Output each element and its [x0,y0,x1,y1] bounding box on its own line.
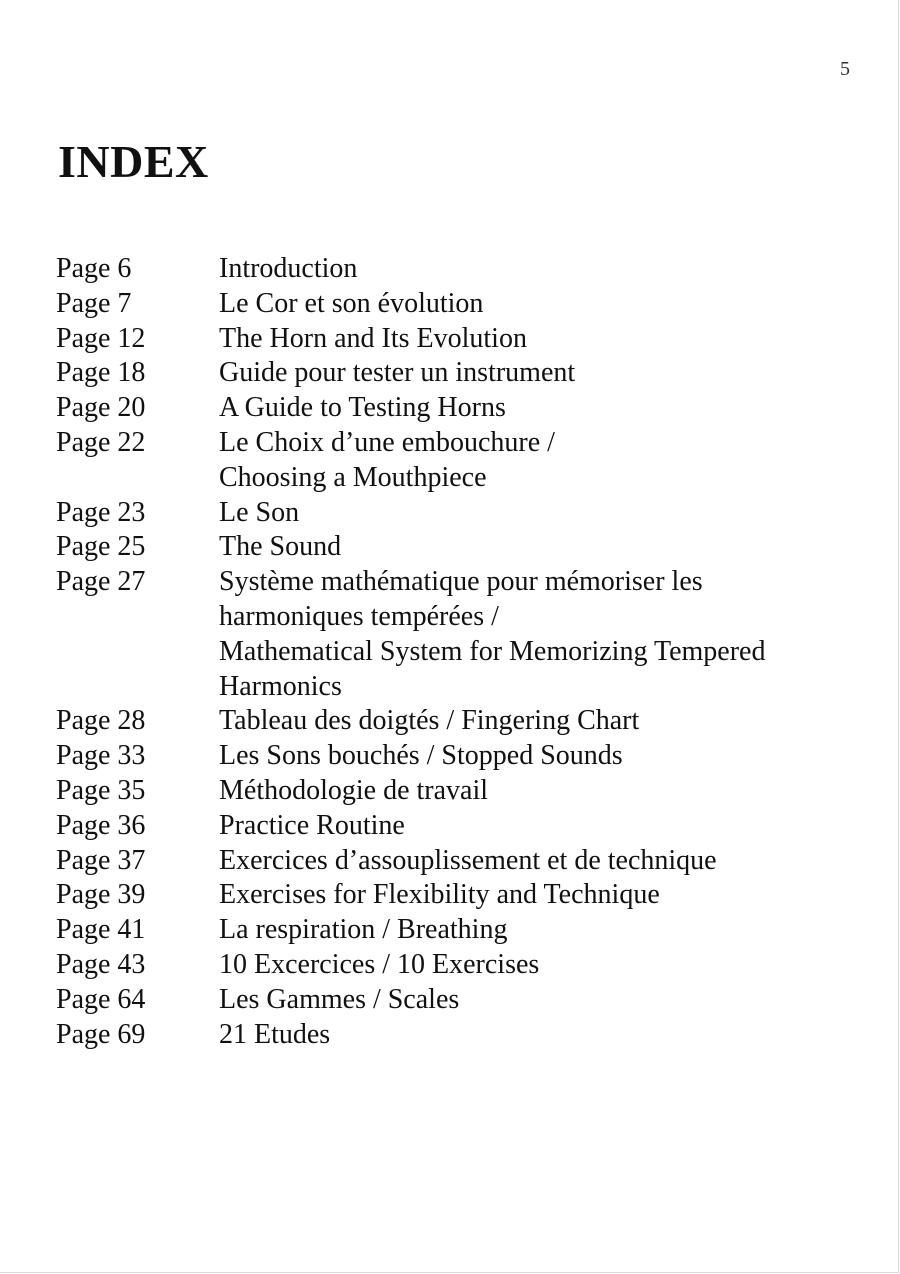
index-entry-title [219,1018,856,1053]
index-entry-title-line: harmoniques tempérées / [219,600,499,632]
index-entry-title-line: Choosing a Mouthpiece [219,461,487,493]
index-entry [56,322,856,357]
index-entry-page: Page 6 [56,253,132,284]
index-entry [56,704,856,739]
index-entry-page: Page 64 [56,983,146,1015]
index-entry-title [219,913,856,948]
index-entry-page: Page 39 [56,879,146,911]
index-entry-page: Page 33 [56,740,146,772]
index-entry-title-line: Système mathématique pour mémoriser les [219,566,703,598]
index-entry-title [219,983,856,1018]
index-entry-title [219,948,856,983]
index-entry-title-line: The Sound [219,531,342,563]
index-entry-title-line: A Guide to Testing Horns [219,392,506,424]
index-entry [56,913,856,948]
index-entry [56,809,856,844]
index-entry-title-line: Le Son [219,496,300,528]
index-entry-title-line: Harmonics [219,670,342,702]
index-entry-title [219,704,856,739]
index-entry-title-line: Introduction [219,253,358,284]
index-entry-title-line: Méthodologie de travail [219,774,489,806]
index-entry [56,530,856,565]
index-entry-title-line: Guide pour tester un instrument [219,357,576,389]
index-entry-title-line: Le Cor et son évolution [219,287,484,319]
index-entry-page: Page 25 [56,531,146,563]
index-entry-title [219,426,856,496]
index-entry-page: Page 28 [56,705,146,737]
index-entry [56,774,856,809]
index-entry-title [219,287,856,322]
index-entry [56,565,856,704]
index-entry-title-line: Mathematical System for Memorizing Tempered [219,635,766,667]
index-entry [56,1018,856,1053]
index-entry-title [219,530,856,565]
index-entry [56,287,856,322]
page-title: INDEX [58,136,209,187]
index-entry [56,878,856,913]
index-entry-title-line: The Horn and Its Evolution [219,322,527,354]
index-entry-page: Page 12 [56,322,146,354]
index-entry [56,739,856,774]
index-entry-page: Page 23 [56,496,146,528]
index-entry-title [219,774,856,809]
index-entry [56,496,856,531]
index-entry-title-line: Exercices d’assouplissement et de technique [219,844,717,876]
index-entry-title-line: Exercises for Flexibility and Technique [219,879,660,911]
index-entry-title [219,391,856,426]
index-entry [56,844,856,879]
index-entry-title [219,809,856,844]
index-entry-title [219,565,856,704]
index-entry-page: Page 7 [56,287,132,319]
index-entry-title-line: Les Gammes / Scales [219,983,460,1015]
index-entry [56,948,856,983]
index-entry-page: Page 27 [56,566,146,598]
index-entry-title [219,322,856,357]
index-list [56,252,856,1052]
index-entry-title-line: Practice Routine [219,809,405,841]
index-entry-page: Page 22 [56,426,146,458]
index-entry-title-line: Tableau des doigtés / Fingering Chart [219,705,640,737]
index-entry-title-line: Le Choix d’une embouchure / [219,426,555,458]
index-entry-page: Page 35 [56,774,146,806]
index-entry-title [219,878,856,913]
index-entry [56,252,856,287]
index-entry-page: Page 41 [56,914,146,946]
index-entry-page: Page 37 [56,844,146,876]
index-entry-title [219,844,856,879]
index-entry-title [219,252,856,287]
index-entry-page: Page 20 [56,392,146,424]
index-entry [56,983,856,1018]
index-entry-title-line: 10 Excercices / 10 Exercises [219,948,540,980]
index-entry-title [219,739,856,774]
index-entry-page: Page 36 [56,809,146,841]
index-entry-page: Page 43 [56,948,146,980]
index-entry-title [219,496,856,531]
index-entry-page: Page 69 [56,1018,146,1050]
index-entry-title-line: La respiration / Breathing [219,914,508,946]
page-number: 5 [840,58,850,80]
index-entry [56,391,856,426]
index-entry [56,356,856,391]
index-entry-page: Page 18 [56,357,146,389]
index-entry-title-line: Les Sons bouchés / Stopped Sounds [219,740,623,772]
index-entry-title-line: 21 Etudes [219,1018,331,1050]
index-entry-title [219,356,856,391]
index-entry [56,426,856,496]
